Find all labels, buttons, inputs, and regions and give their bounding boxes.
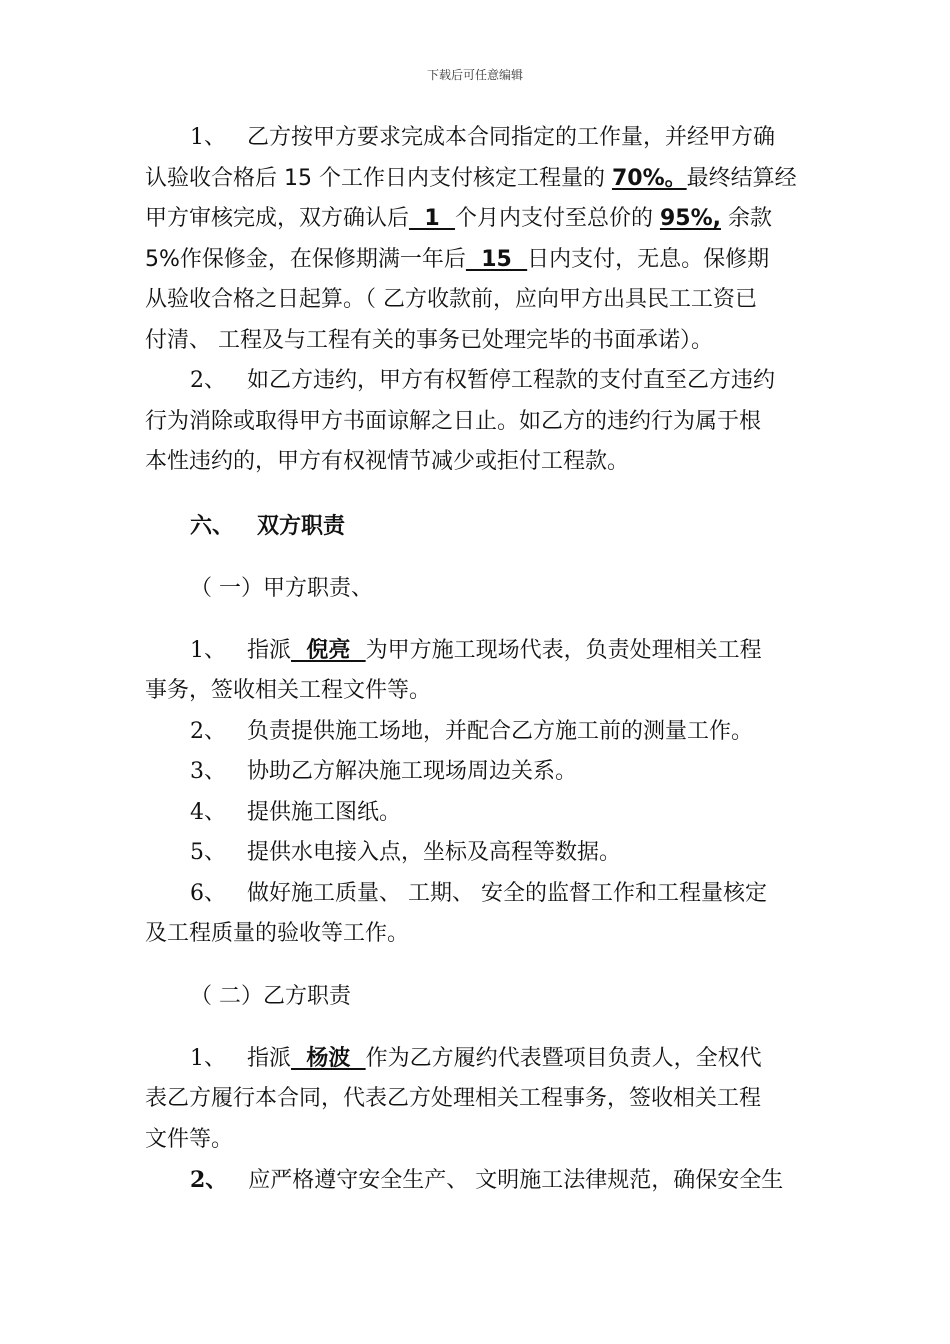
clause-number: 2、 <box>190 368 226 393</box>
payment-clause-1: 1、 乙方按甲方要求完成本合同指定的工作量，并经甲方确 认验收合格后 15 个工作日内支付核定工程量的 70%。最终结算经 甲方审核完成，双方确认后 1 个月内支付至总价的 95%, 余款 5%作保修金，在保修期满一年后 15 日内支付，无息。保修期 从验收合格之日起算。（ 乙方收款前，应向甲方出具民工工资已 付清、 工程及与工程有关的事务已处理完毕的书面承诺）。 <box>145 125 797 353</box>
total-payment-rate: 95%, <box>659 206 721 231</box>
party-a-heading: （ 一）甲方职责、 <box>190 575 373 601</box>
list-item: 5、 提供水电接入点，坐标及高程等数据。 <box>190 840 621 865</box>
party-a-representative: 倪亮 <box>291 637 366 663</box>
list-item: 2、 应严格遵守安全生产、 文明施工法律规范，确保安全生 <box>190 1167 784 1193</box>
page-header: 下载后可任意编辑 <box>426 68 523 82</box>
party-a-duties: 1、 指派 倪亮 为甲方施工现场代表，负责处理相关工程 事务，签收相关工程文件等。 2、 负责提供施工场地，并配合乙方施工前的测量工作。 3、 协助乙方解决施工现场周边关系。 4、 提供施工图纸。 5、 提供水电接入点，坐标及高程等数据。 6、 做好施工质量、 工期、 安全的监督工作和工程量核定 及工程质量的验收等工作。 <box>145 631 805 955</box>
section-heading: 六、 双方职责 <box>190 513 346 539</box>
days-blank: 15 <box>465 246 528 272</box>
party-b-heading: （ 二）乙方职责 <box>190 983 351 1009</box>
progress-payment-rate: 70%。 <box>611 165 687 191</box>
months-blank: 1 <box>409 206 455 231</box>
list-item: 2、 负责提供施工场地，并配合乙方施工前的测量工作。 <box>190 718 753 744</box>
payment-clause-2: 2、 如乙方违约，甲方有权暂停工程款的支付直至乙方违约 行为消除或取得甲方书面谅解之日止。如乙方的违约行为属于根 本性违约的，甲方有权视情节减少或拒付工程款。 <box>145 368 775 474</box>
list-item: 1、 指派 倪亮 为甲方施工现场代表，负责处理相关工程 <box>190 637 762 663</box>
list-item: 3、 协助乙方解决施工现场周边关系。 <box>190 759 577 784</box>
list-item: 6、 做好施工质量、 工期、 安全的监督工作和工程量核定 <box>190 880 767 906</box>
party-b-duties: 1、 指派 杨波 作为乙方履约代表暨项目负责人，全权代 表乙方履行本合同，代表乙方处理相关工程事务，签收相关工程 文件等。 2、 应严格遵守安全生产、 文明施工法律规范，确保安全生 <box>145 1039 805 1202</box>
list-item: 1、 指派 杨波 作为乙方履约代表暨项目负责人，全权代 <box>190 1045 762 1071</box>
list-item: 4、 提供施工图纸。 <box>190 799 401 825</box>
document-body <box>145 118 805 1202</box>
party-b-representative: 杨波 <box>291 1045 366 1071</box>
clause-number: 1、 <box>190 125 226 150</box>
